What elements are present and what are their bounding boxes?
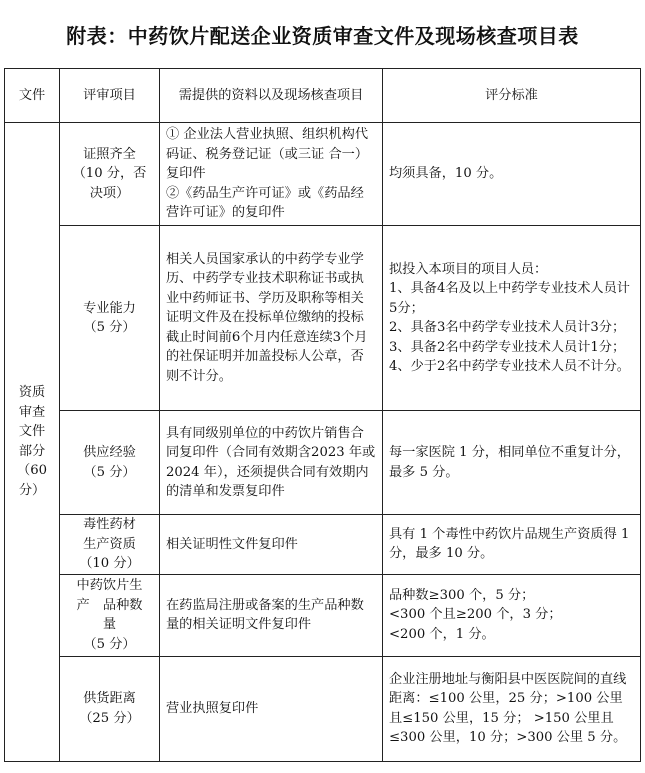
- table-row: [5, 411, 641, 515]
- standard-cell: 品种数≥300 个，5 分； <300 个且≥200 个，3 分； <200 个，1 分。: [383, 574, 641, 656]
- document-title: 附表：中药饮片配送企业资质审查文件及现场核查项目表: [66, 24, 579, 48]
- review-table: [4, 68, 641, 762]
- section-label: 资质 审查 文件 部分 （60 分）: [5, 123, 60, 762]
- review-item: 证照齐全 （10 分，否 决项）: [60, 123, 160, 226]
- materials-cell: 具有同级别单位的中药饮片销售合同复印件（合同有效期含2023 年或 2024 年），还须提供合同有效期内的清单和发票复印件: [160, 411, 383, 515]
- review-item: 供货距离 （25 分）: [60, 656, 160, 761]
- review-item: 毒性药材 生产资质 （10 分）: [60, 515, 160, 575]
- standard-cell: 具有 1 个毒性中药饮片品规生产资质得 1 分，最多 10 分。: [383, 515, 641, 575]
- materials-cell: ① 企业法人营业执照、组织机构代码证、税务登记证（或三证 合一）复印件 ②《药品生产许可证》或《药品经营许可证》的复印件: [160, 123, 383, 226]
- table-row: [5, 515, 641, 575]
- header-file: 文件: [5, 69, 60, 123]
- standard-cell: 企业注册地址与衡阳县中医医院间的直线距离：≤100 公里，25 分；>100 公里且≤150 公里，15 分； >150 公里且≤300 公里，10 分；>300 公里 5 分。: [383, 656, 641, 761]
- table-row: [5, 123, 641, 226]
- review-item: 供应经验 （5 分）: [60, 411, 160, 515]
- standard-cell: 均须具备，10 分。: [383, 123, 641, 226]
- table-row: [5, 656, 641, 761]
- review-item: 专业能力 （5 分）: [60, 226, 160, 411]
- header-review-item: 评审项目: [60, 69, 160, 123]
- table-header-row: [5, 69, 641, 123]
- review-item: 中药饮片生 产 品种数 量 （5 分）: [60, 574, 160, 656]
- materials-cell: 在药监局注册或备案的生产品种数量的相关证明文件复印件: [160, 574, 383, 656]
- materials-cell: 相关人员国家承认的中药学专业学历、中药学专业技术职称证书或执业中药师证书、学历及职称等相关证明文件及在投标单位缴纳的投标截止时间前6个月内任意连续3个月的社保证明并加盖投标人公章，否则不计分。: [160, 226, 383, 411]
- standard-cell: 每一家医院 1 分，相同单位不重复计分，最多 5 分。: [383, 411, 641, 515]
- standard-cell: 拟投入本项目的项目人员： 1、具备4名及以上中药学专业技术人员计5分； 2、具备3名中药学专业技术人员计3分； 3、具备2名中药学专业技术人员计1分； 4、少于2名中药学专业技术人员不计分。: [383, 226, 641, 411]
- header-materials: 需提供的资料以及现场核查项目: [160, 69, 383, 123]
- table-row: [5, 574, 641, 656]
- materials-cell: 相关证明性文件复印件: [160, 515, 383, 575]
- materials-cell: 营业执照复印件: [160, 656, 383, 761]
- header-scoring-standard: 评分标准: [383, 69, 641, 123]
- table-row: [5, 226, 641, 411]
